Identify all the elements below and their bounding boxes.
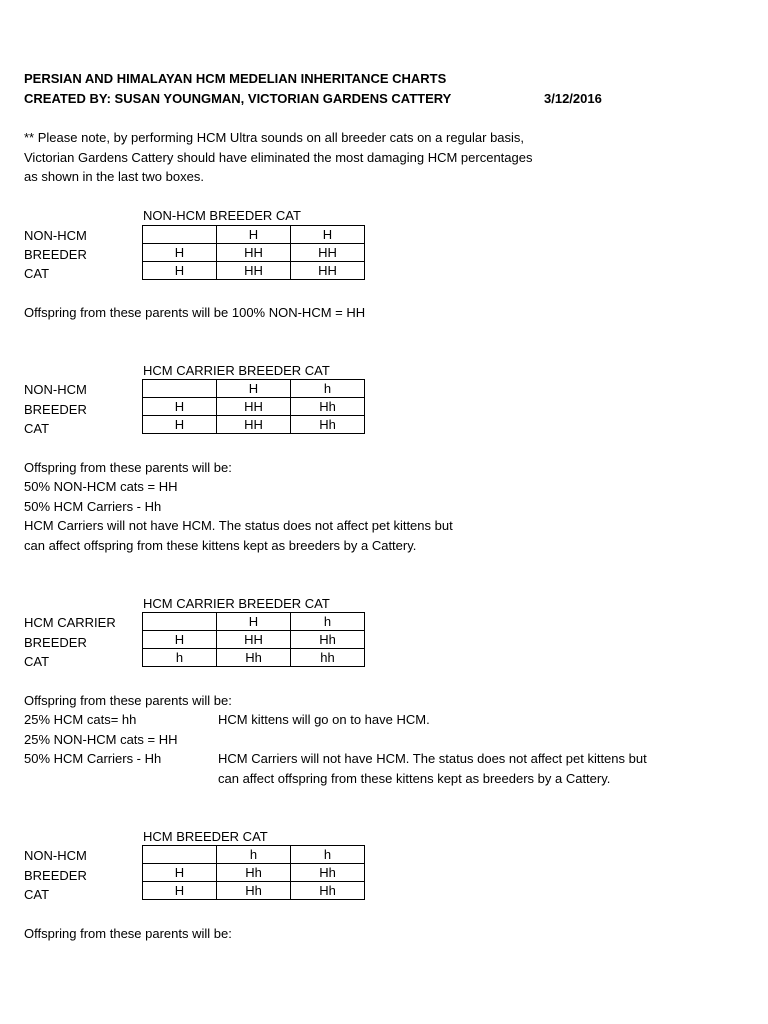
table-row <box>143 864 365 882</box>
table-cell: h <box>291 380 365 398</box>
punnett-grid <box>142 845 365 900</box>
table-cell: HH <box>217 416 291 434</box>
table-cell <box>143 226 217 244</box>
table-cell: H <box>217 380 291 398</box>
table-cell: Hh <box>217 864 291 882</box>
offspring-note: can affect offspring from these kittens kept as breeders by a Cattery. <box>218 771 611 786</box>
offspring-note: HCM Carriers will not have HCM. The status does not affect pet kittens but <box>24 518 453 533</box>
offspring-note: HCM Carriers will not have HCM. The status does not affect pet kittens but <box>218 751 647 766</box>
document-title: PERSIAN AND HIMALAYAN HCM MEDELIAN INHERITANCE CHARTS <box>24 71 447 86</box>
table-row <box>143 416 365 434</box>
side-label: BREEDER <box>24 247 87 262</box>
offspring-note: 25% HCM cats= hh <box>24 712 137 727</box>
table-cell: H <box>291 226 365 244</box>
table-row <box>143 882 365 900</box>
table-cell: HH <box>291 262 365 280</box>
table-cell: Hh <box>291 631 365 649</box>
offspring-note: HCM kittens will go on to have HCM. <box>218 712 430 727</box>
offspring-note: 50% HCM Carriers - Hh <box>24 751 162 766</box>
created-by: CREATED BY: SUSAN YOUNGMAN, VICTORIAN GARDENS CATTERY <box>24 91 452 106</box>
table-cell <box>143 846 217 864</box>
table-cell: h <box>291 846 365 864</box>
table-cell: H <box>143 864 217 882</box>
table-cell <box>143 380 217 398</box>
table-cell: H <box>217 613 291 631</box>
table-cell: H <box>143 244 217 262</box>
table-cell: H <box>143 631 217 649</box>
side-label: NON-HCM <box>24 848 87 863</box>
table-cell: H <box>143 416 217 434</box>
offspring-note: 50% NON-HCM cats = HH <box>24 479 178 494</box>
side-label: BREEDER <box>24 635 87 650</box>
table-cell: h <box>217 846 291 864</box>
document-date: 3/12/2016 <box>544 91 602 106</box>
table-row <box>143 226 365 244</box>
chart-title: HCM CARRIER BREEDER CAT <box>143 363 330 378</box>
table-cell: Hh <box>217 649 291 667</box>
side-label: CAT <box>24 266 50 281</box>
table-cell: HH <box>291 244 365 262</box>
table-row <box>143 613 365 631</box>
offspring-note: Offspring from these parents will be 100% NON-HCM = HH <box>24 305 366 320</box>
table-cell: h <box>291 613 365 631</box>
table-row <box>143 244 365 262</box>
table-cell: H <box>143 882 217 900</box>
side-label: NON-HCM <box>24 382 87 397</box>
note-line: Victorian Gardens Cattery should have eliminated the most damaging HCM percentages <box>24 150 533 165</box>
side-label: BREEDER <box>24 402 87 417</box>
offspring-note: Offspring from these parents will be: <box>24 926 232 941</box>
side-label: BREEDER <box>24 868 87 883</box>
table-cell: HH <box>217 244 291 262</box>
table-cell: H <box>217 226 291 244</box>
side-label: CAT <box>24 887 50 902</box>
punnett-grid <box>142 225 365 280</box>
table-cell: H <box>143 398 217 416</box>
table-cell: HH <box>217 398 291 416</box>
chart-title: NON-HCM BREEDER CAT <box>143 208 301 223</box>
table-cell: H <box>143 262 217 280</box>
table-row <box>143 398 365 416</box>
table-cell: Hh <box>291 398 365 416</box>
offspring-note: 25% NON-HCM cats = HH <box>24 732 178 747</box>
side-label: CAT <box>24 421 50 436</box>
table-row <box>143 649 365 667</box>
side-label: CAT <box>24 654 50 669</box>
note-line: ** Please note, by performing HCM Ultra sounds on all breeder cats on a regular basis, <box>24 130 525 145</box>
table-cell: hh <box>291 649 365 667</box>
offspring-note: Offspring from these parents will be: <box>24 693 232 708</box>
table-row <box>143 380 365 398</box>
punnett-grid <box>142 612 365 667</box>
table-cell: HH <box>217 262 291 280</box>
offspring-note: can affect offspring from these kittens kept as breeders by a Cattery. <box>24 538 417 553</box>
table-row <box>143 846 365 864</box>
table-row <box>143 262 365 280</box>
chart-title: HCM CARRIER BREEDER CAT <box>143 596 330 611</box>
punnett-grid <box>142 379 365 434</box>
offspring-note: Offspring from these parents will be: <box>24 460 232 475</box>
note-line: as shown in the last two boxes. <box>24 169 204 184</box>
table-cell: HH <box>217 631 291 649</box>
table-cell: Hh <box>291 882 365 900</box>
table-row <box>143 631 365 649</box>
table-cell: Hh <box>291 864 365 882</box>
side-label: HCM CARRIER <box>24 615 116 630</box>
offspring-note: 50% HCM Carriers - Hh <box>24 499 162 514</box>
side-label: NON-HCM <box>24 228 87 243</box>
table-cell: h <box>143 649 217 667</box>
chart-title: HCM BREEDER CAT <box>143 829 268 844</box>
table-cell: Hh <box>291 416 365 434</box>
table-cell: Hh <box>217 882 291 900</box>
table-cell <box>143 613 217 631</box>
